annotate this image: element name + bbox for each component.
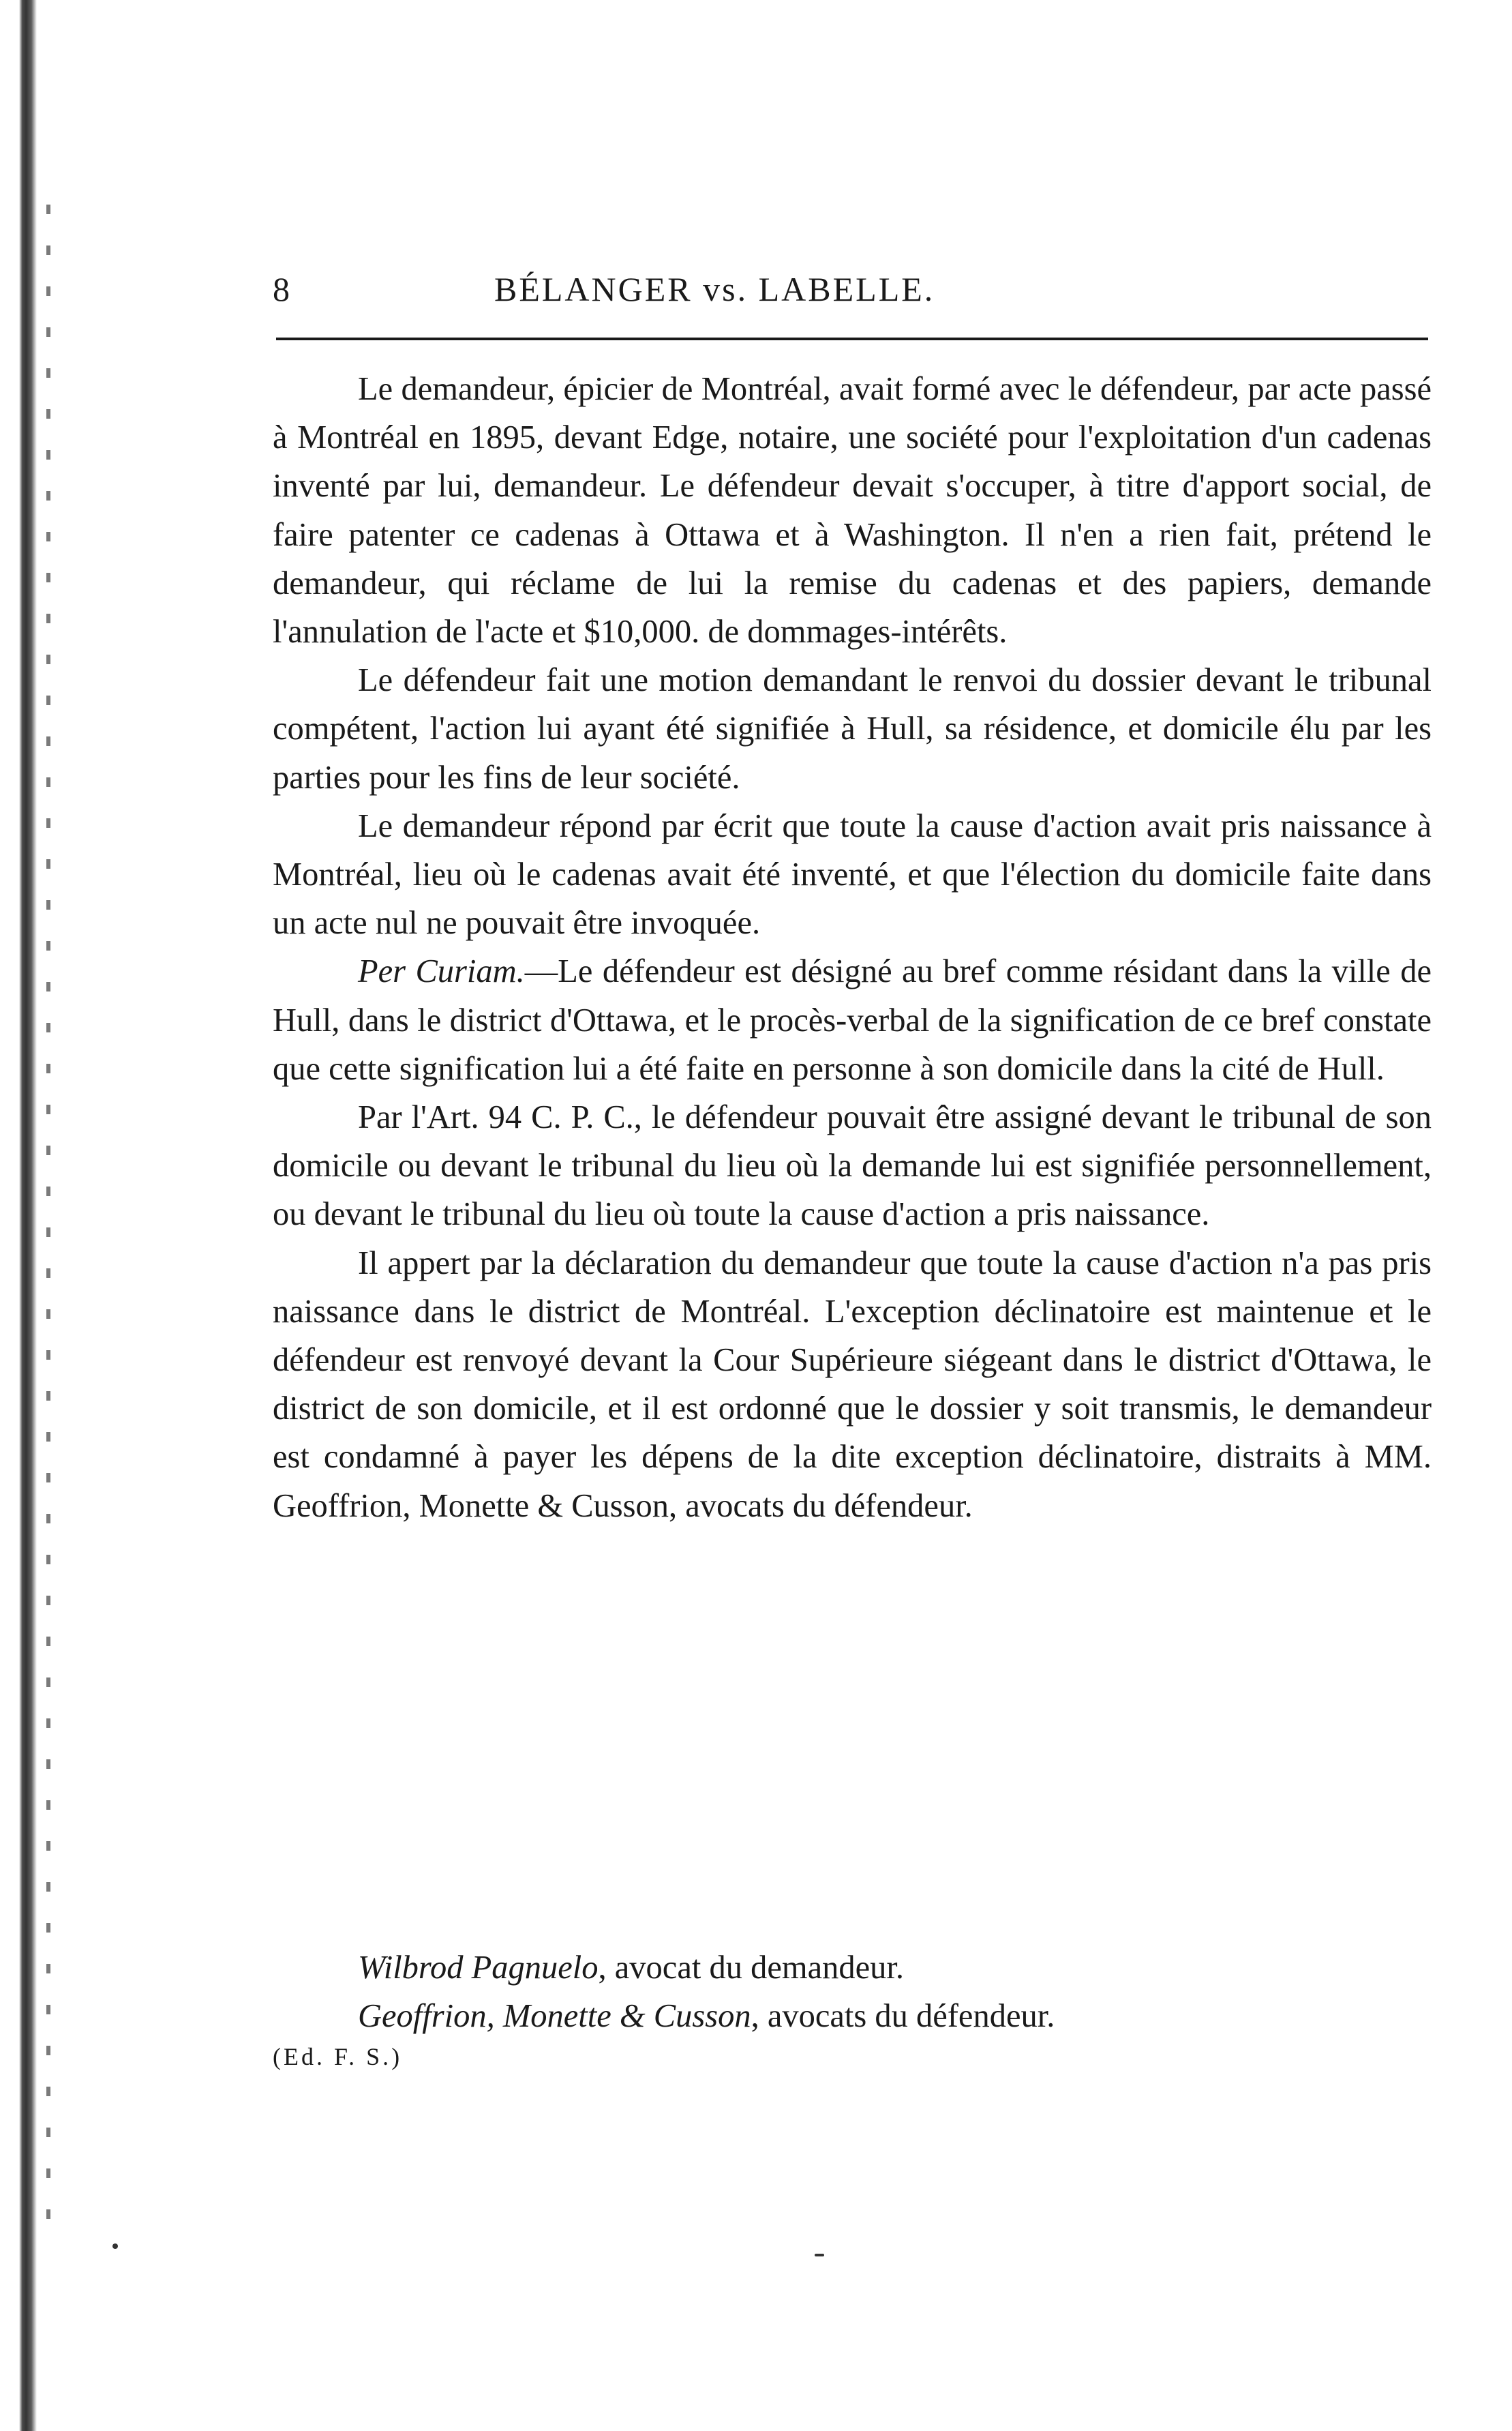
paragraph-per-curiam	[273, 947, 1432, 1093]
per-curiam-label: Per Curiam.	[358, 953, 525, 990]
running-title: BÉLANGER vs. LABELLE.	[494, 270, 935, 308]
paragraph-response: Le demandeur répond par écrit que toute la cause d'action avait pris naissance à Montréal, lieu où le cadenas avait été inventé, et que l'élection du domicile faite dans un acte nul ne pouvait être invoquée.	[273, 807, 1432, 942]
paragraph-facts: Le demandeur, épicier de Montréal, avait formé avec le défendeur, par acte passé à Montréal en 1895, devant Edge, notaire, une société pour l'exploitation d'un cadenas inventé par lui, demandeur. Le défendeur devait s'occuper, à titre d'apport social, de faire patenter ce cadenas à Ottawa et à Washington. Il n'en a rien fait, prétend le demandeur, qui réclame de lui la remise du cadenas et des papiers, demande l'annulation de l'acte et $10,000. de dommages-intérêts.	[273, 371, 1432, 651]
signature-defendant-counsel	[273, 1992, 1432, 2040]
paragraph-motion: Le défendeur fait une motion demandant le renvoi du dossier devant le tribunal compétent, l'action lui ayant été signifiée à Hull, sa résidence, et domicile élu par les parties pour les fins de leur société.	[273, 662, 1432, 796]
running-head	[273, 269, 1425, 317]
binding-marks	[46, 205, 50, 2250]
paragraph-judgment: Il appert par la déclaration du demandeur que toute la cause d'action n'a pas pris naissance dans le district de Montréal. L'exception déclinatoire est maintenue et le défendeur est renvoyé devant la Cour Supérieure siégeant dans le district d'Ottawa, le district de son domicile, et il est ordonné que le dossier y soit transmis, le demandeur est condamné à payer les dépens de la dite exception déclinatoire, distraits à MM. Geoffrion, Monette & Cusson, avocats du défendeur.	[273, 1244, 1432, 1524]
signature-name: Wilbrod Pagnuelo	[358, 1950, 599, 1986]
binding-shadow	[19, 0, 37, 2431]
signature-name: Geoffrion, Monette & Cusson	[358, 1998, 751, 2034]
signature-role: , avocats du défendeur.	[751, 1998, 1055, 2034]
scan-speck	[112, 2243, 118, 2249]
signature-role: , avocat du demandeur.	[598, 1950, 904, 1986]
signature-plaintiff-counsel	[273, 1943, 1432, 1992]
signatures	[273, 1943, 1432, 2040]
page-number: 8	[273, 270, 291, 308]
paragraph-article: Par l'Art. 94 C. P. C., le défendeur pouvait être assigné devant le tribunal de son domicile ou devant le tribunal du lieu où la demande lui est signifiée personnellement, ou devant le tribunal du lieu où toute la cause d'action a pris naissance.	[273, 1099, 1432, 1233]
body-text	[273, 365, 1432, 1530]
scan-speck	[815, 2254, 824, 2256]
per-curiam-text: —Le défendeur est désigné au bref comme résidant dans la ville de Hull, dans le district d'Ottawa, et le procès-verbal de la signification de ce bref constate que cette signification lui a été faite en personne à son domicile dans la cité de Hull.	[273, 953, 1432, 1087]
edition-note: (Ed. F. S.)	[273, 2043, 403, 2070]
header-rule	[276, 338, 1428, 340]
